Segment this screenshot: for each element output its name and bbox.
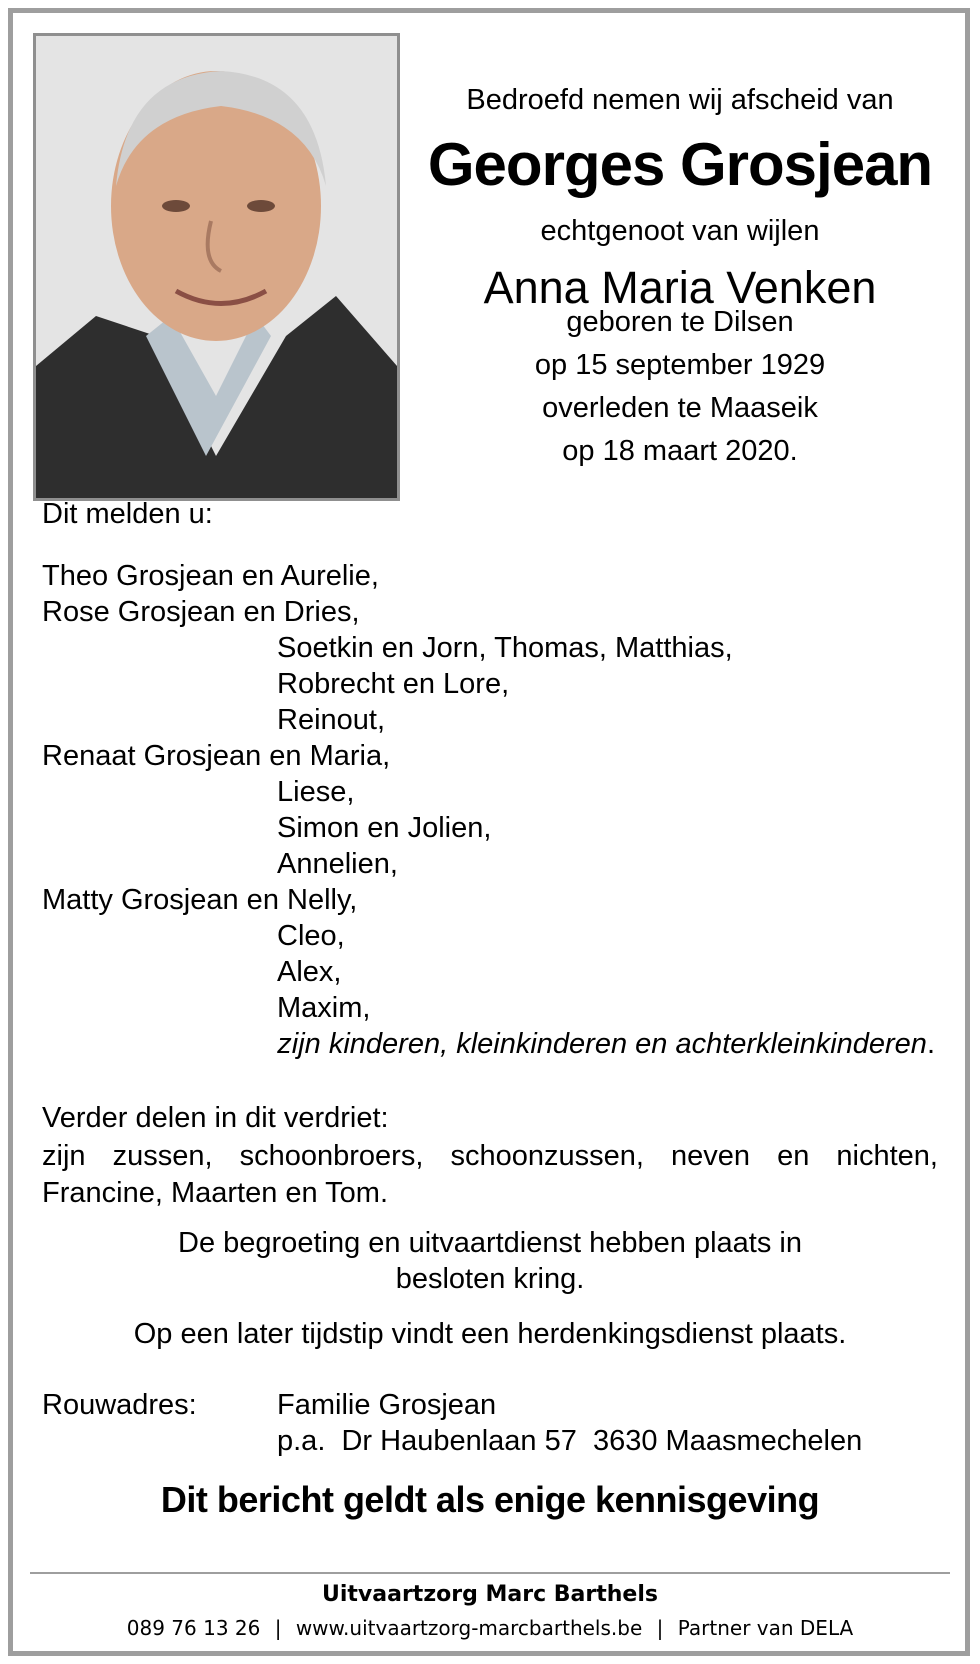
footer-phone[interactable]: 089 76 13 26: [126, 1616, 261, 1640]
family-line: Alex,: [277, 956, 342, 988]
born-date: op 15 september 1929: [534, 349, 826, 381]
relation-line: [277, 1028, 935, 1061]
further-heading: Verder delen in dit verdriet:: [42, 1102, 389, 1134]
address-name: Familie Grosjean: [277, 1389, 497, 1421]
address-label: Rouwadres:: [42, 1389, 197, 1421]
family-line: Rose Grosjean en Dries,: [42, 596, 360, 628]
footer-divider: [30, 1572, 950, 1574]
footer-partner: Partner van DELA: [677, 1616, 854, 1640]
footer-separator: |: [274, 1616, 282, 1640]
family-line: Reinout,: [277, 704, 386, 736]
born-place: geboren te Dilsen: [566, 306, 794, 338]
footer-contact: [30, 1616, 950, 1640]
portrait-illustration: [36, 36, 397, 498]
family-line: Matty Grosjean en Nelly,: [42, 884, 358, 916]
family-line: Cleo,: [277, 920, 345, 952]
family-line: Robrecht en Lore,: [277, 668, 510, 700]
family-line: Theo Grosjean en Aurelie,: [42, 560, 379, 592]
family-line: Annelien,: [277, 848, 398, 880]
notice-text: Dit bericht geldt als enige kennisgeving: [160, 1479, 820, 1520]
footer-website-link[interactable]: www.uitvaartzorg-marcbarthels.be: [295, 1616, 643, 1640]
ceremony-line-3: Op een later tijdstip vindt een herdenkingsdienst plaats.: [133, 1318, 847, 1350]
portrait-photo: [33, 33, 400, 501]
further-line-1: zijn zussen, schoonbroers, schoonzussen, neven en nichten,: [42, 1140, 938, 1172]
spouse-label: echtgenoot van wijlen: [540, 215, 820, 247]
funeral-company: Uitvaartzorg Marc Barthels: [322, 1582, 658, 1607]
ceremony-line-1: De begroeting en uitvaartdienst hebben plaats in: [178, 1227, 802, 1259]
address-street: p.a. Dr Haubenlaan 57 3630 Maasmechelen: [277, 1425, 863, 1457]
family-line: Renaat Grosjean en Maria,: [42, 740, 391, 772]
footer-separator: |: [656, 1616, 664, 1640]
relation-text: zijn kinderen, kleinkinderen en achterkleinkinderen: [277, 1028, 927, 1060]
deceased-name: Georges Grosjean: [427, 131, 933, 198]
family-line: Maxim,: [277, 992, 371, 1024]
family-line: Simon en Jolien,: [277, 812, 492, 844]
family-heading: Dit melden u:: [42, 498, 213, 530]
family-line: Liese,: [277, 776, 355, 808]
died-place: overleden te Maaseik: [542, 392, 818, 424]
spouse-name: Anna Maria Venken: [483, 262, 877, 313]
relation-period: .: [926, 1028, 935, 1060]
family-line: Soetkin en Jorn, Thomas, Matthias,: [277, 632, 733, 664]
ceremony-line-2: besloten kring.: [395, 1263, 585, 1295]
died-date: op 18 maart 2020.: [562, 435, 798, 467]
intro-text: Bedroefd nemen wij afscheid van: [466, 84, 894, 116]
further-line-2: Francine, Maarten en Tom.: [42, 1177, 389, 1209]
